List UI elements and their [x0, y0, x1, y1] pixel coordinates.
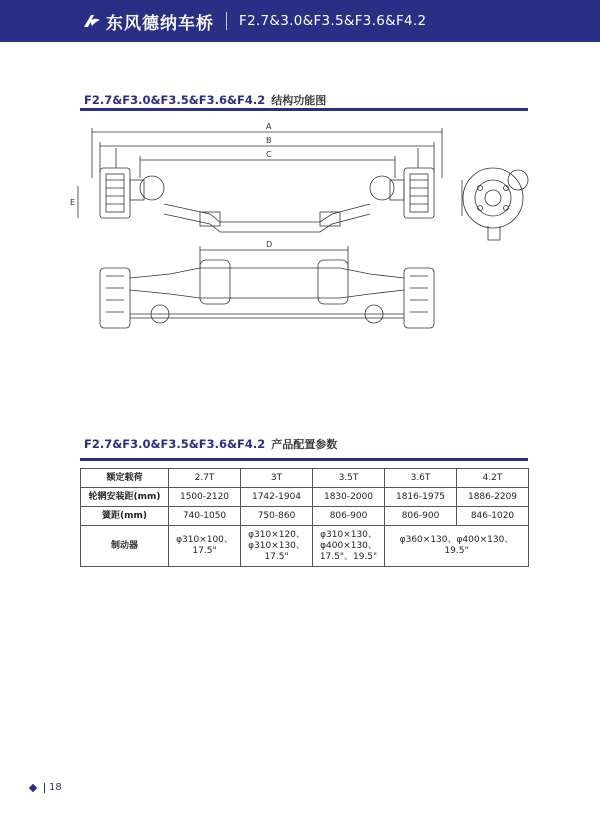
row-label-rim-track: 轮辋安装距(mm) — [81, 488, 169, 507]
table-cell: 3.5T — [313, 469, 385, 488]
dim-label-d: D — [266, 240, 273, 249]
section-structure-model: F2.7&F3.0&F3.5&F3.6&F4.2 — [84, 93, 266, 107]
page-header — [0, 0, 600, 42]
table-cell: φ310×120、φ310×130、17.5" — [241, 526, 313, 567]
table-cell: 3T — [241, 469, 313, 488]
table-cell: 1830-2000 — [313, 488, 385, 507]
table-row — [81, 488, 529, 507]
section-params-title — [84, 436, 337, 452]
dimension-lines — [78, 128, 442, 268]
row-label-load: 额定载荷 — [81, 469, 169, 488]
spec-table — [80, 468, 529, 567]
table-cell: 1886-2209 — [457, 488, 529, 507]
page-number: 18 — [49, 782, 62, 793]
table-cell: 4.2T — [457, 469, 529, 488]
section-params-rule — [80, 458, 528, 461]
brand-logo-icon — [82, 13, 102, 29]
table-cell: φ310×100、17.5" — [169, 526, 241, 567]
header-divider — [226, 12, 227, 30]
section-structure-title — [84, 92, 326, 108]
header-models: F2.7&3.0&F3.5&F3.6&F4.2 — [239, 13, 427, 29]
axle-structure-drawing — [70, 118, 540, 348]
dim-label-b: B — [266, 136, 272, 145]
footer-divider — [44, 783, 45, 793]
dim-label-a: A — [266, 122, 272, 131]
table-cell: 740-1050 — [169, 507, 241, 526]
brand — [82, 9, 214, 34]
table-cell: 846-1020 — [457, 507, 529, 526]
dim-label-e: E — [70, 198, 76, 207]
table-cell: φ310×130、φ400×130、17.5"、19.5" — [313, 526, 385, 567]
table-row — [81, 526, 529, 567]
table-cell: 2.7T — [169, 469, 241, 488]
table-cell: 1816-1975 — [385, 488, 457, 507]
top-view-axle — [100, 260, 434, 328]
table-cell: 1742-1904 — [241, 488, 313, 507]
table-cell: 806-900 — [313, 507, 385, 526]
table-row — [81, 469, 529, 488]
table-cell: φ360×130、φ400×130、19.5" — [385, 526, 529, 567]
table-cell: 3.6T — [385, 469, 457, 488]
row-label-spring-center: 簧距(mm) — [81, 507, 169, 526]
section-params-cn: 产品配置参数 — [271, 438, 338, 451]
page-footer — [30, 782, 62, 793]
table-row — [81, 507, 529, 526]
side-view-hub — [462, 168, 528, 240]
section-structure-rule — [80, 108, 528, 111]
dim-label-c: C — [266, 150, 272, 159]
table-cell: 750-860 — [241, 507, 313, 526]
table-cell: 806-900 — [385, 507, 457, 526]
front-view-axle — [100, 148, 434, 232]
brand-name: 东风德纳车桥 — [106, 13, 214, 34]
section-structure-cn: 结构功能图 — [271, 94, 327, 107]
row-label-brake: 制动器 — [81, 526, 169, 567]
section-params-model: F2.7&F3.0&F3.5&F3.6&F4.2 — [84, 437, 266, 451]
diamond-icon — [29, 783, 37, 791]
table-cell: 1500-2120 — [169, 488, 241, 507]
